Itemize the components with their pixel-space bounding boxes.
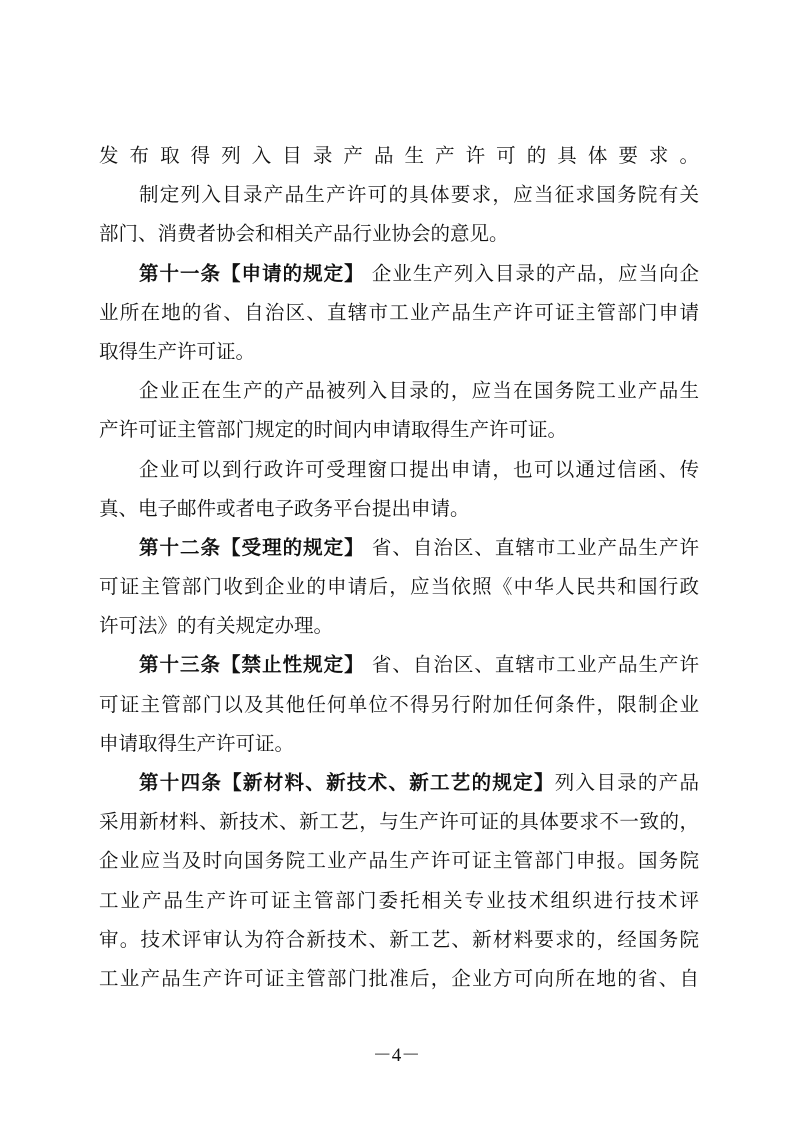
line-text: 许可法》的有关规定办理。: [99, 614, 334, 638]
line-text: 发布取得列入目录产品生产许可的具体要求。: [99, 144, 699, 167]
text-line: [99, 685, 699, 724]
article-13-heading-line: [99, 645, 699, 684]
text-line: [99, 214, 699, 253]
text-line: [99, 724, 699, 763]
article-title: 第十三条【禁止性规定】: [139, 653, 365, 677]
article-title: 第十四条【新材料、新技术、新工艺的规定】: [139, 771, 555, 794]
line-text: 企业正在生产的产品被列入目录的，应当在国务院工业产品生: [139, 379, 699, 403]
article-12-heading-line: [99, 528, 699, 567]
article-title: 第十一条【申请的规定】: [139, 261, 365, 285]
line-text: 部门、消费者协会和相关产品行业协会的意见。: [99, 222, 509, 246]
line-text: 制定列入目录产品生产许可的具体要求，应当征求国务院有关: [139, 183, 699, 207]
article-title: 第十二条【受理的规定】: [139, 535, 365, 559]
line-text: 工业产品生产许可证主管部门委托相关专业技术组织进行技术评: [99, 888, 699, 912]
text-line: [99, 410, 699, 449]
text-line: [99, 802, 699, 841]
text-line: [99, 450, 699, 489]
article-14-heading-line: [99, 763, 699, 802]
line-text: 审。技术评审认为符合新技术、新工艺、新材料要求的，经国务院: [99, 927, 699, 951]
text-line: [99, 881, 699, 920]
text-line: [99, 293, 699, 332]
text-line: [99, 920, 699, 959]
text-line: [99, 371, 699, 410]
text-line: [99, 489, 699, 528]
text-line: [99, 959, 699, 998]
line-text: 省、自治区、直辖市工业产品生产许: [364, 653, 699, 677]
text-line: [99, 175, 699, 214]
article-11-heading-line: [99, 254, 699, 293]
text-line: [99, 606, 699, 645]
line-text: 取得生产许可证。: [99, 339, 256, 363]
line-text: 可证主管部门收到企业的申请后，应当依照《中华人民共和国行政: [99, 575, 699, 599]
line-text: 企业可以到行政许可受理窗口提出申请，也可以通过信函、传: [139, 457, 699, 481]
line-text: 产许可证主管部门规定的时间内申请取得生产许可证。: [99, 418, 568, 442]
line-text: 工业产品生产许可证主管部门批准后，企业方可向所在地的省、自: [99, 966, 699, 990]
text-line: [99, 567, 699, 606]
text-line: [99, 332, 699, 371]
line-text: 申请取得生产许可证。: [99, 731, 295, 755]
page-number: －4－: [372, 1045, 421, 1066]
line-text: 真、电子邮件或者电子政务平台提出申请。: [99, 496, 470, 520]
text-line: [99, 841, 699, 880]
line-text: 企业生产列入目录的产品，应当向企: [364, 261, 699, 285]
text-line: [99, 136, 699, 175]
body-text: [99, 136, 699, 998]
line-text: 列入目录的产品: [554, 771, 699, 794]
line-text: 企业应当及时向国务院工业产品生产许可证主管部门申报。国务院: [99, 849, 699, 873]
line-text: 省、自治区、直辖市工业产品生产许: [364, 535, 699, 559]
line-text: 业所在地的省、自治区、直辖市工业产品生产许可证主管部门申请: [99, 300, 699, 324]
line-text: 可证主管部门以及其他任何单位不得另行附加任何条件，限制企业: [99, 692, 699, 716]
line-text: 采用新材料、新技术、新工艺，与生产许可证的具体要求不一致的，: [99, 810, 699, 834]
